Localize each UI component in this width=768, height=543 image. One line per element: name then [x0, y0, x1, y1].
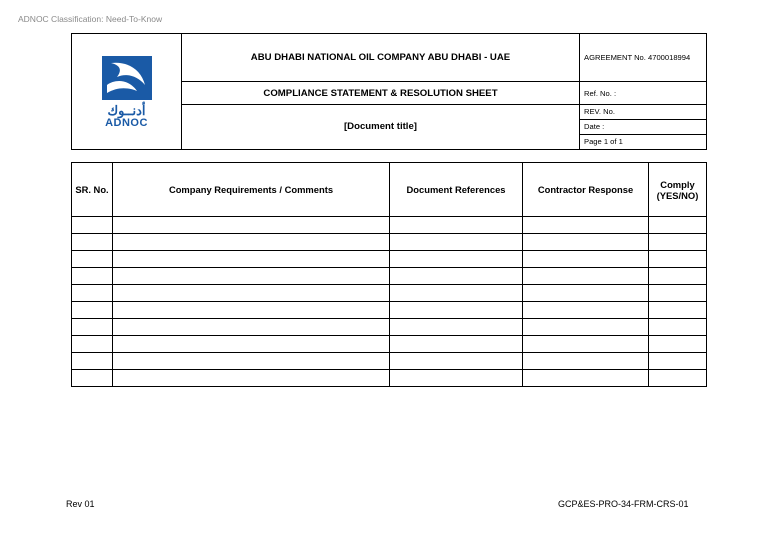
table-cell[interactable] [523, 370, 649, 387]
table-cell[interactable] [390, 302, 523, 319]
table-cell[interactable] [72, 353, 113, 370]
table-cell[interactable] [523, 217, 649, 234]
logo-cell [72, 34, 182, 150]
table-cell[interactable] [72, 319, 113, 336]
table-cell[interactable] [649, 217, 707, 234]
document-header [71, 33, 707, 150]
table-cell[interactable] [523, 302, 649, 319]
footer-rev: Rev 01 [66, 499, 95, 509]
table-row [72, 217, 707, 234]
adnoc-logo [72, 55, 181, 129]
rev-number: REV. No. [580, 104, 707, 119]
table-cell[interactable] [523, 353, 649, 370]
classification-label: ADNOC Classification: Need-To-Know [18, 14, 163, 24]
table-cell[interactable] [649, 353, 707, 370]
col-sr-no: SR. No. [72, 163, 113, 217]
table-cell[interactable] [72, 370, 113, 387]
table-cell[interactable] [72, 251, 113, 268]
col-comply: Comply (YES/NO) [649, 163, 707, 217]
table-cell[interactable] [113, 370, 390, 387]
table-cell[interactable] [113, 251, 390, 268]
table-cell[interactable] [72, 234, 113, 251]
table-cell[interactable] [649, 234, 707, 251]
table-cell[interactable] [390, 268, 523, 285]
page-number: Page 1 of 1 [580, 134, 707, 149]
table-row [72, 251, 707, 268]
table-cell[interactable] [649, 336, 707, 353]
table-cell[interactable] [113, 353, 390, 370]
table-row [72, 268, 707, 285]
sheet-title: COMPLIANCE STATEMENT & RESOLUTION SHEET [182, 82, 580, 104]
logo-latin-text: ADNOC [105, 116, 148, 129]
date-field: Date : [580, 119, 707, 134]
table-row [72, 353, 707, 370]
company-name: ABU DHABI NATIONAL OIL COMPANY ABU DHABI - UAE [182, 34, 580, 82]
logo-arabic-text: أدنــوك [107, 102, 146, 118]
table-cell[interactable] [649, 251, 707, 268]
table-cell[interactable] [113, 234, 390, 251]
table-cell[interactable] [523, 319, 649, 336]
table-cell[interactable] [390, 251, 523, 268]
footer-doc-code: GCP&ES-PRO-34-FRM-CRS-01 [558, 499, 689, 509]
table-cell[interactable] [523, 285, 649, 302]
table-cell[interactable] [390, 319, 523, 336]
table-cell[interactable] [390, 234, 523, 251]
table-cell[interactable] [649, 319, 707, 336]
table-cell[interactable] [72, 302, 113, 319]
table-cell[interactable] [390, 370, 523, 387]
table-row [72, 234, 707, 251]
table-row [72, 370, 707, 387]
table-cell[interactable] [390, 353, 523, 370]
agreement-number: AGREEMENT No. 4700018994 [580, 34, 707, 82]
table-row [72, 302, 707, 319]
table-cell[interactable] [113, 268, 390, 285]
table-cell[interactable] [113, 302, 390, 319]
table-cell[interactable] [523, 336, 649, 353]
document-title: [Document title] [182, 104, 580, 149]
table-cell[interactable] [523, 251, 649, 268]
table-cell[interactable] [113, 336, 390, 353]
adnoc-falcon-icon [101, 55, 153, 101]
table-row [72, 285, 707, 302]
table-cell[interactable] [113, 217, 390, 234]
table-cell[interactable] [649, 370, 707, 387]
col-requirements: Company Requirements / Comments [113, 163, 390, 217]
compliance-table [71, 162, 707, 387]
table-cell[interactable] [390, 285, 523, 302]
table-cell[interactable] [113, 319, 390, 336]
table-cell[interactable] [72, 268, 113, 285]
ref-number: Ref. No. : [580, 82, 707, 104]
table-cell[interactable] [649, 268, 707, 285]
table-cell[interactable] [390, 217, 523, 234]
table-cell[interactable] [113, 285, 390, 302]
table-cell[interactable] [72, 336, 113, 353]
col-contractor-response: Contractor Response [523, 163, 649, 217]
table-row [72, 319, 707, 336]
col-doc-references: Document References [390, 163, 523, 217]
table-cell[interactable] [72, 217, 113, 234]
table-cell[interactable] [390, 336, 523, 353]
table-cell[interactable] [523, 268, 649, 285]
table-row [72, 336, 707, 353]
table-body [72, 217, 707, 387]
table-cell[interactable] [649, 302, 707, 319]
table-cell[interactable] [649, 285, 707, 302]
table-cell[interactable] [72, 285, 113, 302]
table-cell[interactable] [523, 234, 649, 251]
